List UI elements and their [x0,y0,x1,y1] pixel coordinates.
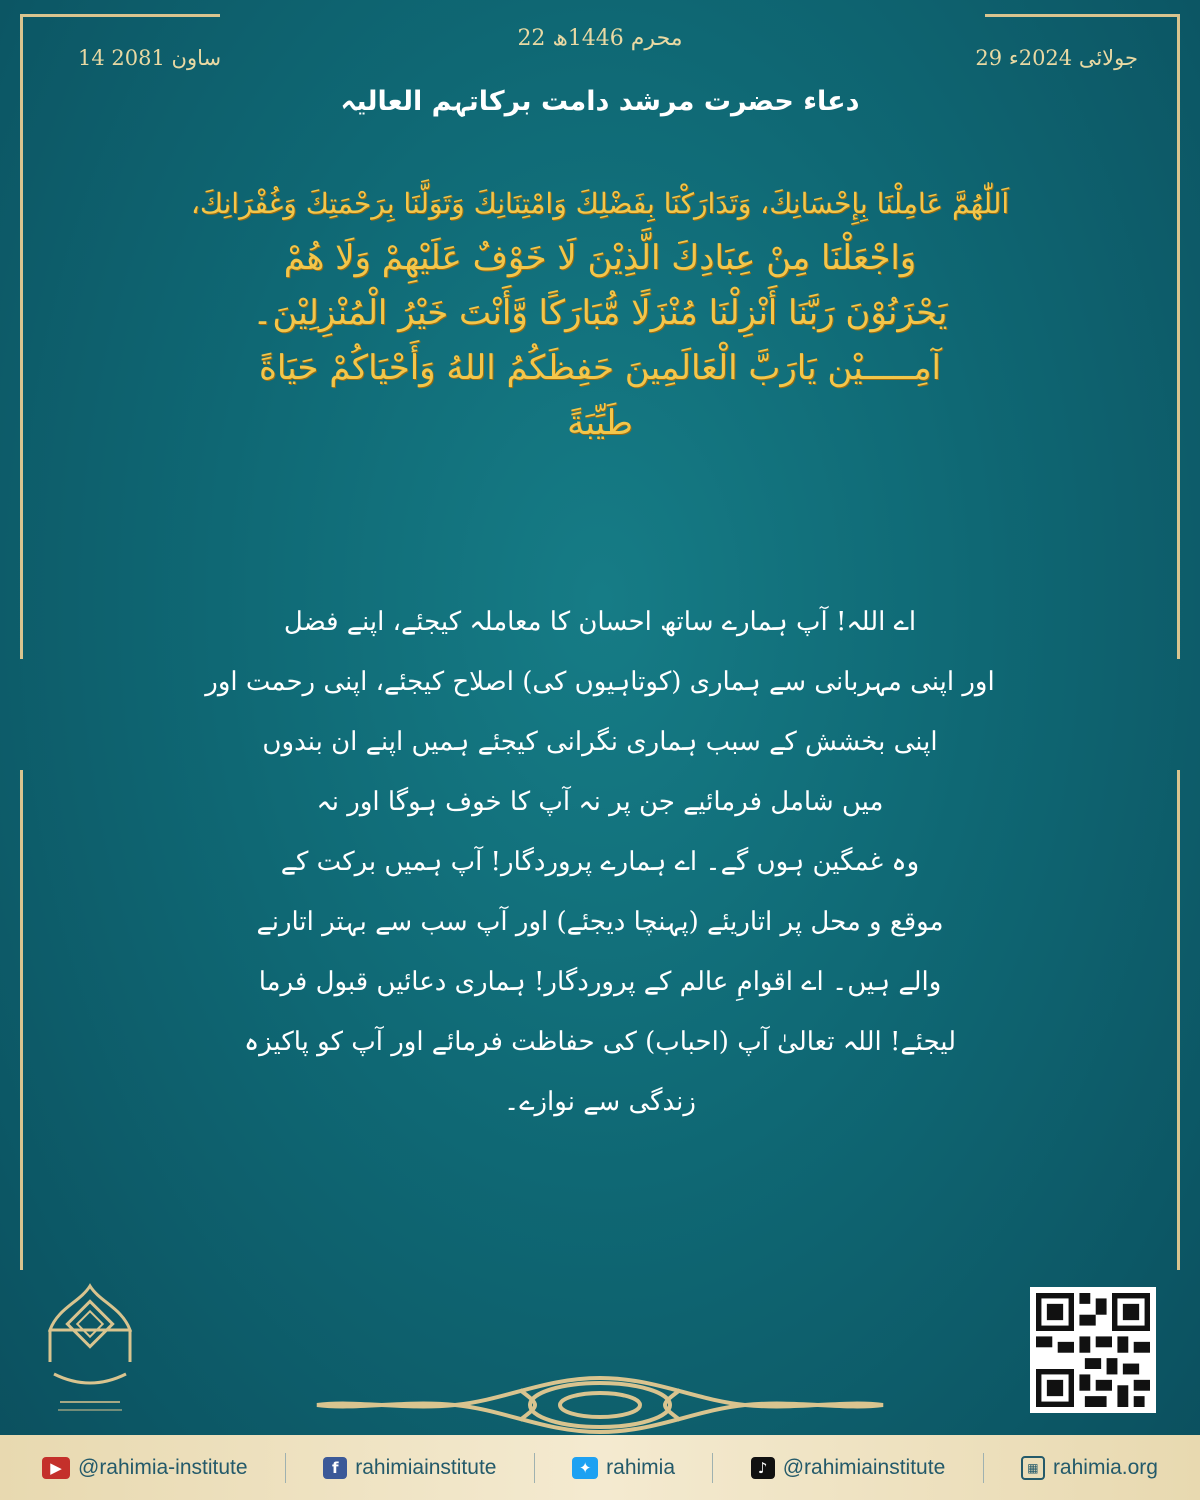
footer-divider [534,1453,535,1483]
urdu-line: اپنی بخشش کے سبب ہماری نگرانی کیجئے ہمیں اپنے ان بندوں [262,727,938,757]
twitter-handle: rahimia [606,1455,676,1479]
urdu-line: والے ہیں۔ اے اقوامِ عالم کے پروردگار! ہماری دعائیں قبول فرما [258,967,942,997]
youtube-link[interactable] [42,1456,248,1480]
urdu-line: اے اللہ! آپ ہمارے ساتھ احسان کا معاملہ کیجئے، اپنے فضل [283,607,917,637]
frame-left-lower [20,770,23,1270]
urdu-line: وہ غمگین ہوں گے۔ اے ہمارے پروردگار! آپ ہمیں برکت کے [280,847,920,877]
arabic-line: يَحْزَنُوْنَ رَبَّنَا أَنْزِلْنَا مُنْزَلًا مُّبَارَكًا وَّأَنْتَ خَيْرُ الْمُنْزِلِيْنَ۔ [252,293,948,333]
frame-right-lower [1177,770,1180,1270]
footer-divider [285,1453,286,1483]
rahimia-logo [40,1282,140,1422]
frame-top-right [985,14,1180,17]
arabic-line: اَللّٰهُمَّ عَامِلْنَا بِإِحْسَانِكَ، وَتَدَارَكْنَا بِفَضْلِكَ وَامْتِنَانِكَ وَتَوَلَّنَا بِرَحْمَتِكَ وَغُفْرَانِكَ، [190,187,1010,220]
qr-website-icon: ▦ [1021,1456,1045,1480]
twitter-icon: ✦ [572,1457,598,1479]
footer-divider [712,1453,713,1483]
facebook-link[interactable] [323,1456,496,1480]
urdu-line: اور اپنی مہربانی سے ہماری (کوتاہیوں کی) اصلاح کیجئے، اپنی رحمت اور [205,667,995,697]
decorative-ornament [305,1370,895,1440]
website-link[interactable] [1021,1456,1158,1480]
hijri-date: 22 محرم 1446ھ [517,26,683,51]
social-footer [0,1435,1200,1500]
qr-code[interactable] [1030,1287,1156,1413]
arabic-line: وَاجْعَلْنَا مِنْ عِبَادِكَ الَّذِيْنَ لَا خَوْفٌ عَلَيْهِمْ وَلَا هُمْ [283,238,917,278]
tiktok-link[interactable] [751,1456,946,1480]
page-title: دعاء حضرت مرشد دامت برکاتہم العالیہ [340,86,860,117]
frame-top-left [20,14,220,17]
facebook-handle: rahimiainstitute [355,1455,497,1479]
arabic-line: طَيِّبَةً [567,403,633,443]
tiktok-icon: ♪ [751,1457,775,1479]
twitter-link[interactable] [572,1456,675,1480]
arabic-dua [150,176,1050,451]
urdu-line: لیجئے! اللہ تعالیٰ آپ (احباب) کی حفاظت فرمائے اور آپ کو پاکیزہ [243,1027,957,1057]
youtube-icon: ▶ [42,1457,70,1479]
urdu-line: موقع و محل پر اتاریئے (پہنچا دیجئے) اور آپ سب سے بہتر اتارنے [256,907,944,937]
facebook-icon: f [323,1457,347,1479]
gregorian-date: 29 جولائی 2024ء [975,46,1138,70]
bikrami-date: 14 ساون 2081 [78,46,222,70]
youtube-handle: @rahimia-institute [78,1455,248,1479]
urdu-translation [185,592,1015,1132]
footer-divider [983,1453,984,1483]
urdu-line: میں شامل فرمائیے جن پر نہ آپ کا خوف ہوگا اور نہ [316,787,884,817]
website-url: rahimia.org [1052,1455,1158,1479]
arabic-line: آمِـــــيْن يَارَبَّ الْعَالَمِينَ حَفِظَكُمُ اللهُ وَأَحْيَاكُمْ حَيَاةً [259,348,941,388]
qr-code-pattern [1036,1293,1150,1407]
tiktok-handle: @rahimiainstitute [782,1455,946,1479]
urdu-line: زندگی سے نوازے۔ [504,1087,696,1117]
